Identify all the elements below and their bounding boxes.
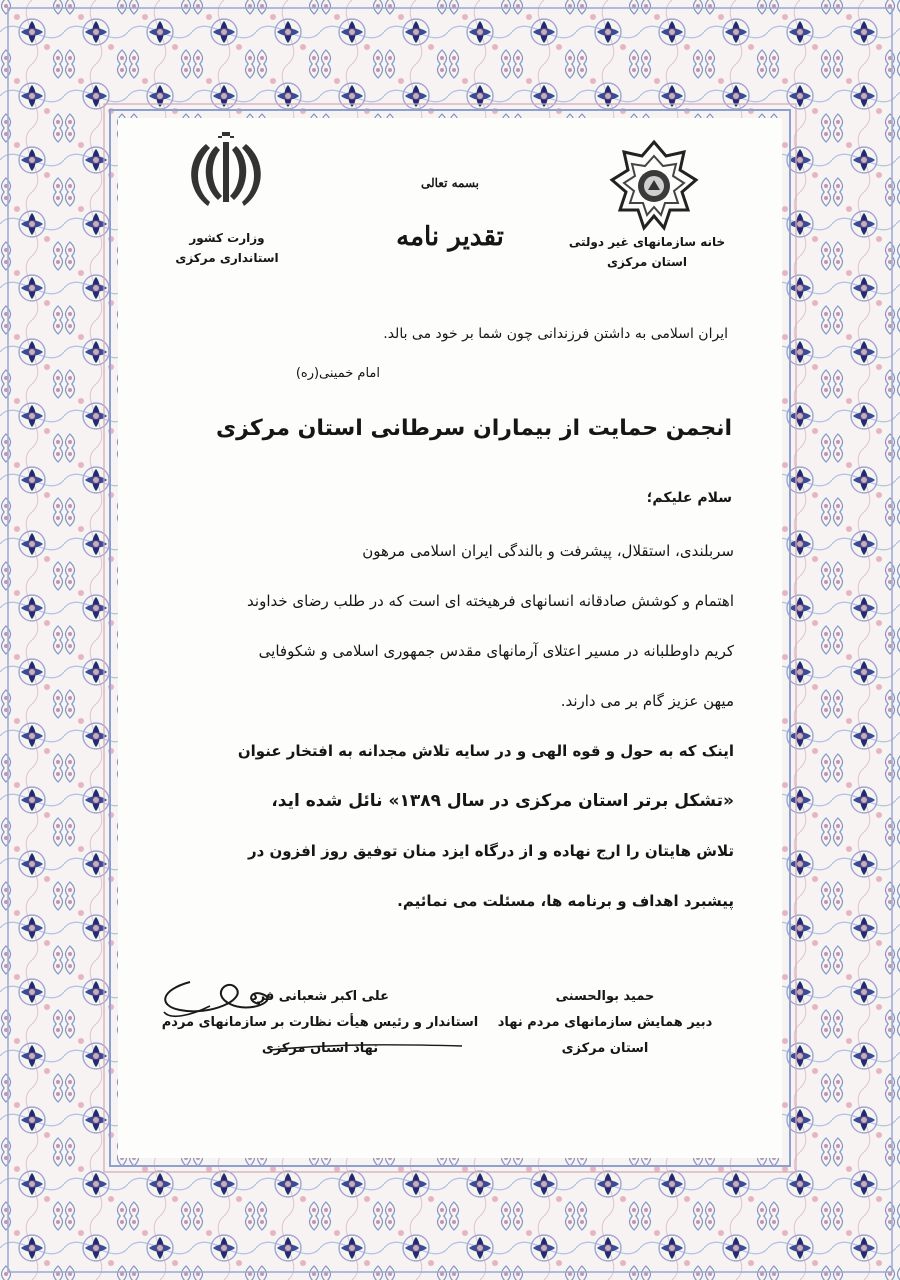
body-line-5: اینک که به حول و قوه الهی و در سایه تلاش مجدانه به افتخار عنوان — [237, 742, 734, 760]
right-org-line1: خانه سازمانهای غیر دولتی — [568, 235, 726, 249]
left-org-line1: وزارت کشور — [189, 231, 265, 245]
left-org-line2: استانداری مرکزی — [175, 251, 279, 265]
quote-text: ایران اسلامی به داشتن فرزندانی چون شما بر خود می بالد. — [383, 326, 728, 342]
signatory-name-1: حمید بوالحسنی — [555, 989, 655, 1004]
body-line-3: کریم داوطلبانه در مسیر اعتلای آرمانهای مقدس جمهوری اسلامی و شکوفایی — [258, 642, 734, 660]
body-line-8: پیشبرد اهداف و برنامه ها، مسئلت می نمائیم. — [397, 892, 734, 910]
letter-body — [164, 526, 734, 926]
body-line-4: میهن عزیز گام بر می دارند. — [560, 692, 734, 710]
left-org-header — [162, 228, 292, 268]
body-line-6: «تشکل برتر استان مرکزی در سال ۱۳۸۹» نائل شده اید، — [271, 791, 734, 811]
body-line-2: اهتمام و کوشش صادقانه انسانهای فرهیخته ای است که در طلب رضای خداوند — [247, 592, 734, 610]
right-org-line2: استان مرکزی — [606, 255, 688, 269]
body-line-1: سربلندی، استقلال، پیشرفت و بالندگی ایران اسلامی مرهون — [362, 542, 734, 560]
ngo-house-emblem-icon — [594, 138, 714, 234]
recipient-name: انجمن حمایت از بیماران سرطانی استان مرکزی — [216, 416, 732, 441]
signatory-title-1b: استان مرکزی — [561, 1041, 649, 1056]
signatory-name-2: علی اکبر شعبانی فرد — [251, 989, 389, 1004]
quote-author: امام خمینی(ره) — [295, 366, 380, 381]
greeting: سلام علیکم؛ — [646, 490, 732, 506]
signatory-title-2b: نهاد استان مرکزی — [261, 1041, 379, 1056]
iran-emblem-icon — [178, 124, 274, 220]
signatory-title-1a: دبیر همایش سازمانهای مردم نهاد — [497, 1015, 713, 1030]
signature-block-2 — [160, 984, 480, 1062]
signature-block-1 — [470, 984, 740, 1062]
right-org-header — [562, 232, 732, 272]
document-title: تقدیر نامه — [396, 222, 504, 252]
signatory-title-2a: استاندار و رئیس هیأت نظارت بر سازمانهای مردم — [161, 1015, 479, 1030]
bismillah: بسمه تعالی — [420, 176, 480, 190]
body-line-7: تلاش هایتان را ارج نهاده و از درگاه ایزد منان توفیق روز افزون در — [247, 842, 734, 860]
